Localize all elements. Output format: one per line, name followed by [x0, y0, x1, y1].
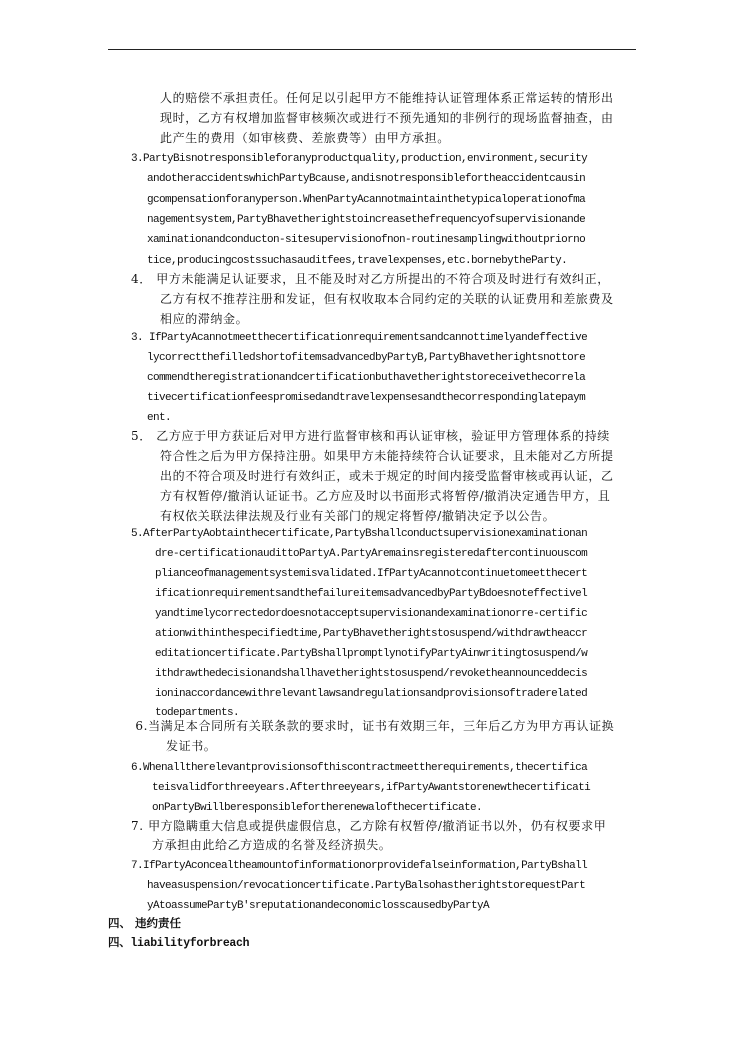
- text-line: 5.AfterPartyAobtainthecertificate,PartyBshallconductsupervisionexaminationan: [131, 528, 588, 540]
- text-line: todepartments.: [155, 707, 240, 719]
- text-line: 乙方有权不推荐注册和发证，但有权收取本合同约定的关联的认证费用和差旅费及: [160, 292, 614, 306]
- text-line: commendtheregistrationandcertificationbuthavetherightstoreceivethecorrela: [147, 372, 586, 384]
- text-line: 发证书。: [166, 739, 217, 753]
- text-line: 出的不符合项及时进行有效纠正，或未于规定的时间内接受监督审核或再认证，乙: [160, 469, 614, 483]
- text-line: dre-certificationaudittoPartyA.PartyAremainsregisteredaftercontinuouscom: [155, 548, 588, 560]
- text-line: plianceofmanagementsystemisvalidated.IfPartyAcannotcontinuetomeetthecert: [155, 568, 588, 580]
- text-line: tivecertificationfeespromisedandtravelexpensesandthecorrespondinglatepaym: [147, 392, 586, 404]
- text-line: 3. IfPartyAcannotmeetthecertificationrequirementsandcannottimelyandeffective: [131, 332, 588, 344]
- text-line: 7.IfPartyAconcealtheamountofinformationorprovidefalseinformation,PartyBshall: [131, 860, 588, 872]
- text-line: ent.: [147, 412, 172, 424]
- text-line: onPartyBwillberesponsiblefortherenewalofthecertificate.: [152, 802, 483, 814]
- text-line: 相应的滞纳金。: [160, 312, 249, 326]
- text-line: 5． 乙方应于甲方获证后对甲方进行监督审核和再认证审核，验证甲方管理体系的持续: [131, 429, 610, 443]
- text-line: ationwithinthespecifiedtime,PartyBhavetherightstosuspend/withdrawtheaccr: [155, 628, 588, 640]
- text-line: ioninaccordancewithrelevantlawsandregulationsandprovisionsoftraderelated: [155, 688, 588, 700]
- text-line: nagementsystem,PartyBhavetherightstoincreasethefrequencyofsupervisionande: [147, 214, 586, 226]
- text-line: 6.当满足本合同所有关联条款的要求时，证书有效期三年，三年后乙方为甲方再认证换: [131, 719, 615, 733]
- text-line: 有权依关联法律法规及行业有关部门的规定将暂停/撤销决定予以公告。: [160, 509, 556, 523]
- text-line: 此产生的费用（如审核费、差旅费等）由甲方承担。: [160, 131, 450, 145]
- text-line: tice,producingcostssuchasauditfees,travelexpenses,etc.bornebytheParty.: [147, 255, 568, 267]
- text-line: haveasuspension/revocationcertificate.PartyBalsohastherightstorequestPart: [147, 880, 586, 892]
- text-line: yandtimelycorrectedordoesnotacceptsupervisionandexaminationorre-certific: [155, 608, 588, 620]
- section-heading: 四、 违约责任: [108, 916, 182, 930]
- text-line: 7. 甲方隐瞒重大信息或提供虚假信息，乙方除有权暂停/撤消证书以外，仍有权要求甲: [131, 819, 607, 833]
- text-line: ificationrequirementsandthefailureitemsadvancedbyPartyBdoesnoteffectivel: [155, 588, 588, 600]
- text-line: 符合性之后为甲方保持注册。如果甲方未能持续符合认证要求，且未能对乙方所提: [160, 449, 614, 463]
- text-line: yAtoassumePartyB'sreputationandeconomiclosscausedbyPartyA: [147, 900, 490, 912]
- text-line: gcompensationforanyperson.WhenPartyAcannotmaintainthetypicaloperationofma: [147, 194, 586, 206]
- text-line: 方有权暂停/撤消认证证书。乙方应及时以书面形式将暂停/撤消决定通告甲方，且: [160, 489, 611, 503]
- header-rule: [108, 49, 636, 50]
- text-line: 3.PartyBisnotresponsibleforanyproductquality,production,environment,security: [131, 153, 588, 165]
- text-line: 6.Whenalltherelevantprovisionsofthiscontractmeettherequirements,thecertifica: [131, 762, 588, 774]
- text-line: lycorrectthefilledshortofitemsadvancedbyPartyB,PartyBhavetherightsnottore: [147, 352, 586, 364]
- text-line: teisvalidforthreeyears.Afterthreeyears,ifPartyAwantstorenewthecertificati: [152, 782, 591, 794]
- section-heading: 四、liabilityforbreach: [108, 937, 250, 950]
- text-line: 人的赔偿不承担责任。任何足以引起甲方不能维持认证管理体系正常运转的情形出: [160, 91, 614, 105]
- text-line: 现时，乙方有权增加监督审核频次或进行不预先通知的非例行的现场监督抽查，由: [160, 111, 614, 125]
- text-line: xaminationandconducton-sitesupervisionofnon-routinesamplingwithoutpriorno: [147, 234, 586, 246]
- text-line: ithdrawthedecisionandshallhavetherightstosuspend/revoketheannounceddecis: [155, 668, 588, 680]
- text-line: andotheraccidentswhichPartyBcause,andisnotresponsiblefortheaccidentcausin: [147, 173, 586, 185]
- text-line: 方承担由此给乙方造成的名誉及经济损失。: [152, 838, 392, 852]
- text-line: editationcertificate.PartyBshallpromptlynotifyPartyAinwritingtosuspend/w: [155, 648, 588, 660]
- text-line: 4． 甲方未能满足认证要求，且不能及时对乙方所提出的不符合项及时进行有效纠正，: [131, 272, 610, 286]
